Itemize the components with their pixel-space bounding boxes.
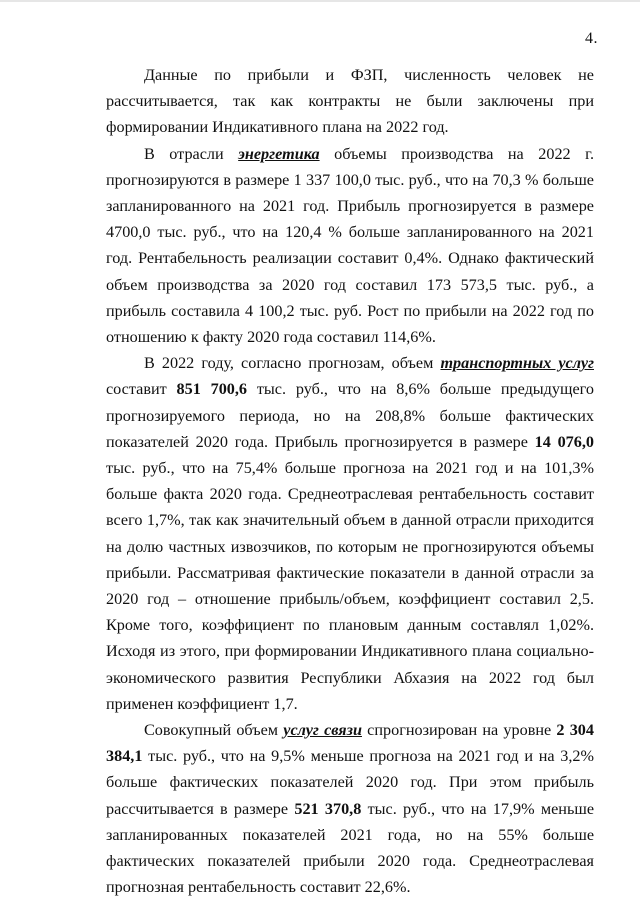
paragraph-text: тыс. руб., что на 75,4% больше прогноза на 2021 год и на 101,3% больше факта 2020 года. Среднеотраслевая рентабельность составит всего 1,7%, так как значительный объем в данной отрасли приходится на долю частных извозчиков, по которым не прогнозируются объемы прибыли. Рассматривая фактические показатели в данной отрасли за 2020 год – отношение прибыль/объем, коэффициент составил 2,5. Кроме того, коэффициент по плановым данным составлял 1,02%. Исходя из этого, при формировании Индикативного плана социально-экономического развития Республики Абхазия на 2022 год был применен коэффициент 1,7.: [106, 459, 594, 713]
paragraph-communications: [106, 717, 594, 900]
page-number: 4.: [585, 30, 598, 47]
paragraph-text: В 2022 году, согласно прогнозам, объем: [144, 354, 441, 373]
paragraph-text: составит: [106, 380, 177, 399]
paragraph-text: В отрасли: [144, 144, 239, 163]
communications-volume-value: 2 304 384,1: [106, 721, 594, 766]
paragraph-text: спрогнозирован на уровне: [361, 721, 557, 740]
paragraph-transport: [106, 350, 594, 717]
paragraph-text: тыс. руб., что на 9,5% меньше прогноза на 2021 год и на 3,2% больше фактических показателей 2020 год. При этом прибыль рассчитывается в размере: [106, 747, 594, 818]
paragraph-text: Данные по прибыли и ФЗП, численность человек не рассчитывается, так как контракты не были заключены при формировании Индикативного плана на 2022 год.: [106, 66, 594, 137]
keyword-transport: транспортных услуг: [440, 354, 594, 373]
transport-volume-value: 851 700,6: [176, 380, 248, 399]
transport-profit-value: 14 076,0: [534, 432, 595, 451]
paragraph-energy: [106, 141, 594, 351]
paragraph-text: объемы производства на 2022 г. прогнозируются в размере 1 337 100,0 тыс. руб., что на 70,3 % больше запланированного на 2021 год. Прибыль прогнозируется в размере 4700,0 тыс. руб., что на 120,4 % больше запланированного на 2021 год. Рентабельность реализации составит 0,4%. Однако фактический объем производства за 2020 год составил 173 573,5 тыс. руб., а прибыль составила 4 100,2 тыс. руб. Рост по прибыли на 2022 год по отношению к факту 2020 года составил 114,6%.: [106, 144, 594, 347]
paragraph-text: тыс. руб., что на 8,6% больше предыдущего прогнозируемого периода, но на 208,8% больше фактических показателей 2020 года. Прибыль прогнозируется в размере: [106, 380, 594, 451]
body-text: [106, 62, 594, 901]
keyword-energy: энергетика: [238, 144, 320, 163]
paragraph-text: тыс. руб., что на 17,9% меньше запланированных показателей 2021 года, но на 55% больше фактических показателей прибыли 2020 года. Среднеотраслевая прогнозная рентабельность составит 22,6%.: [106, 799, 595, 897]
scan-edge: [0, 0, 640, 2]
communications-profit-value: 521 370,8: [294, 799, 362, 818]
paragraph-text: Совокупный объем: [144, 721, 284, 740]
keyword-communications: услуг связи: [283, 721, 362, 740]
paragraph-intro: [106, 62, 594, 141]
